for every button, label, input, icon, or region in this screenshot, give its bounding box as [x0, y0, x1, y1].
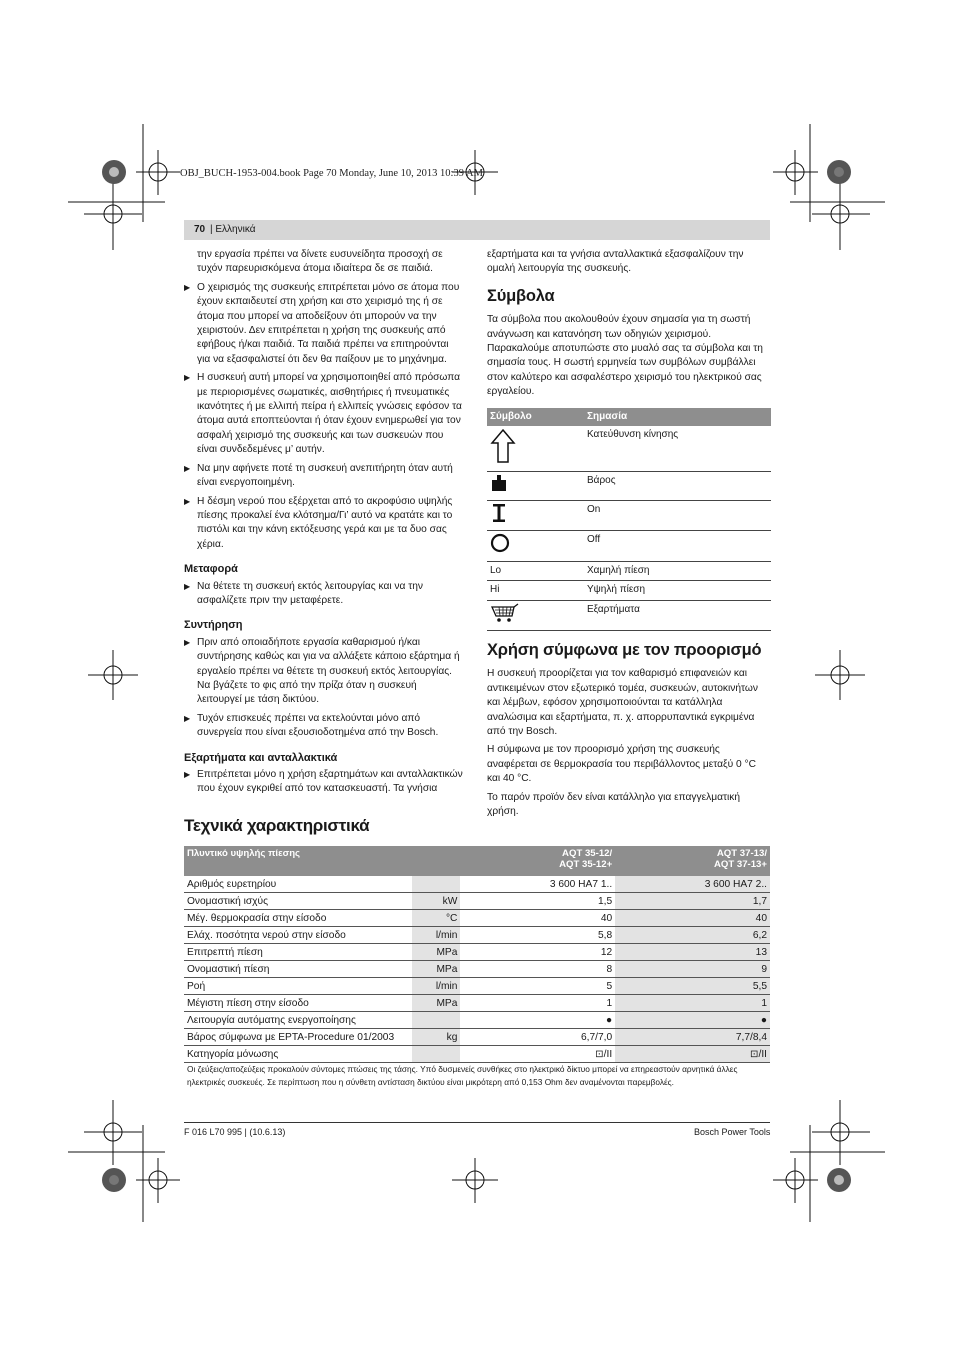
symbols-intro: Τα σύμβολα που ακολουθούν έχουν σημασία για τη σωστή ανάγνωση και κατανόηση των οδηγιών χειρισμού. Παρακαλούμε αποτυπώστε στο μυαλό σας τα σύμβολα και τη σημασία τους. Η σωστή ερμηνεία των συμβόλων συμβάλλει στον καλύτερο και ασφαλέστερο χειρισμό του ηλεκτρικού σας εργαλείου. [487, 314, 763, 398]
cell-label: Λειτουργία αυτόματης ενεργοποίησης [184, 1012, 412, 1029]
cell-label: Μέγιστη πίεση στην είσοδο [184, 995, 412, 1012]
cell-v2: 1,7 [615, 893, 770, 910]
maintenance-heading: Συντήρηση [184, 619, 243, 632]
cell-label: Ροή [184, 978, 412, 995]
cell-label: Ονομαστική ισχύς [184, 893, 412, 910]
cell-unit [412, 1012, 460, 1029]
footer-brand: Bosch Power Tools [694, 1127, 771, 1137]
table-row [184, 876, 770, 893]
table-header: Πλυντικό υψηλής πίεσης [184, 846, 460, 876]
cell-v1: 1,5 [460, 893, 615, 910]
accessories-cart-icon [490, 603, 520, 623]
symbols-table [487, 408, 771, 631]
list-item: ▶ Η συσκευή αυτή μπορεί να χρησιμοποιηθεί από πρόσωπα με περιορισμένες σωματικές, αισθητήριες ή πνευματικές ικανότητες ή με ελλιπή πείρα ή ελλιπείς γνώσεις εφόσον τα άτομα αυτά εποπτεύονται ή όταν έχουν ενημερωθεί για τον ασφαλή χειρισμό της συσκευής και των συσκευών που είναι συνδεδεμένες μ’ αυτήν. [184, 372, 462, 456]
table-row: Hi Υψηλή πίεση [487, 581, 771, 600]
page-header-band [184, 220, 770, 240]
cell-v1: 8 [460, 961, 615, 978]
cell-v1: ● [460, 1012, 615, 1029]
table-row [184, 927, 770, 944]
cell-unit: kg [412, 1029, 460, 1046]
cell-v1: 1 [460, 995, 615, 1012]
cell-label: Μέγ. θερμοκρασία στην είσοδο [184, 910, 412, 927]
table-row: On [487, 500, 771, 530]
cell-v2: 13 [615, 944, 770, 961]
page-number: 70 [194, 224, 206, 235]
tech-data-heading: Τεχνικά χαρακτηριστικά [184, 816, 370, 835]
on-icon [490, 503, 508, 523]
cell-label: Βάρος σύμφωνα με EPTA-Procedure 01/2003 [184, 1029, 412, 1046]
off-icon [490, 533, 510, 553]
table-row: Βάρος [487, 472, 771, 500]
table-row [184, 1029, 770, 1046]
cell-v2: 9 [615, 961, 770, 978]
table-row: Εξαρτήματα [487, 600, 771, 630]
table-row [184, 995, 770, 1012]
weight-icon [490, 474, 508, 492]
list-item: ▶ Τυχόν επισκευές πρέπει να εκτελούνται μόνο από συνεργεία που είναι εξουσιοδοτημένα από την Bosch. [184, 712, 439, 739]
cell-v1: 5,8 [460, 927, 615, 944]
table-header: AQT 35-12/ AQT 35-12+ [460, 846, 615, 876]
cell-v2: ● [615, 1012, 770, 1029]
table-row [184, 1012, 770, 1029]
file-header: OBJ_BUCH-1953-004.book Page 70 Monday, June 10, 2013 10:39 AM [180, 168, 483, 179]
cell-v1: 12 [460, 944, 615, 961]
table-row: Off [487, 531, 771, 561]
cell-v2: 40 [615, 910, 770, 927]
symbols-heading: Σύμβολα [487, 286, 555, 305]
cell-v2: 6,2 [615, 927, 770, 944]
cell-v1: 3 600 HA7 1.. [460, 876, 615, 893]
left-column [184, 248, 464, 801]
footer-doc-id: F 016 L70 995 | (10.6.13) [184, 1127, 286, 1137]
paragraph: Το παρόν προϊόν δεν είναι κατάλληλο για επαγγελματική χρήση. [487, 791, 741, 817]
table-row [184, 961, 770, 978]
page-language: | Ελληνικά [210, 224, 256, 235]
cell-v2: 3 600 HA7 2.. [615, 876, 770, 893]
cell-v1: ⊡/II [460, 1046, 615, 1063]
cell-label: Αριθμός ευρετηρίου [184, 876, 412, 893]
cell-unit: kW [412, 893, 460, 910]
cell-v1: 40 [460, 910, 615, 927]
arrow-up-icon [490, 428, 516, 464]
cell-unit: MPa [412, 995, 460, 1012]
cell-label: Κατηγορία μόνωσης [184, 1046, 412, 1063]
table-row: Lo Χαμηλή πίεση [487, 561, 771, 580]
cell-unit: MPa [412, 961, 460, 978]
table-row [184, 1046, 770, 1063]
cell-unit [412, 876, 460, 893]
list-item: ▶ Να θέτετε τη συσκευή εκτός λειτουργίας και να την ασφαλίζετε πριν την μεταφέρετε. [184, 580, 424, 606]
cell-unit: MPa [412, 944, 460, 961]
cell-unit [412, 1046, 460, 1063]
cell-unit: l/min [412, 978, 460, 995]
table-row [184, 893, 770, 910]
footnote: Οι ζεύξεις/αποζεύξεις προκαλούν σύντομες πτώσεις της τάσης. Υπό δυσμενείς συνθήκες στο ηλεκτρικό δίκτυο μπορεί να επηρεαστούν αρνητικά άλλες ηλεκτρικές συσκευές. Σε περίπτωση που η σύνθετη αντίσταση δικτύου είναι μικρότερη από 0,153 Ohm δεν αναμένονται παρεμβολές. [187, 1064, 738, 1087]
list-item: ▶ Επιτρέπεται μόνο η χρήση εξαρτημάτων και ανταλλακτικών που έχουν εγκριθεί από τον κατασκευαστή. Τα γνήσια [184, 769, 463, 795]
cell-v2: 1 [615, 995, 770, 1012]
table-row [184, 944, 770, 961]
table-row: Κατεύθυνση κίνησης [487, 426, 771, 472]
accessories-heading: Εξαρτήματα και ανταλλακτικά [184, 751, 338, 764]
table-row [184, 910, 770, 927]
cell-label: Ελάχ. ποσότητα νερού στην είσοδο [184, 927, 412, 944]
table-row [184, 978, 770, 995]
intro-continuation: την εργασία πρέπει να δίνετε ευσυνείδητα προσοχή σε τυχόν παρευρισκόμενα άτομα ιδιαίτερα δε σε παιδιά. [197, 249, 443, 275]
list-item: ▶ Ο χειρισμός της συσκευής επιτρέπεται μόνο σε άτομα που έχουν εκπαιδευτεί στη χρήση και στο χειρισμό της ή σε άτομα που μπορεί να αποδείξουν ότι μπορούν να την χειριστούν. Δεν επιτρέπεται η χρήση της συσκευής από εφήβους ή/και παιδιά. Τα παιδιά πρέπει να επιτηρούνται για να εξασφαλιστεί ότι δεν θα παίξουν με το μηχάνημα. [184, 281, 460, 365]
cell-unit: °C [412, 910, 460, 927]
intro-continuation: εξαρτήματα και τα γνήσια ανταλλακτικά εξασφαλίζουν την ομαλή λειτουργία της συσκευής. [487, 249, 744, 275]
cell-unit: l/min [412, 927, 460, 944]
list-item: ▶ Πριν από οποιαδήποτε εργασία καθαρισμού ή/και συντήρησης καθώς και για να αλλάξετε κάποιο εξάρτημα ή εργαλείο πρέπει να θέτετε τη συσκευή εκτός λειτουργίας. Να βγάζετε το φις από την πρίζα όταν η συσκευή λειτουργεί με τάση δικτύου. [184, 636, 460, 706]
cell-v2: 5,5 [615, 978, 770, 995]
cell-v1: 6,7/7,0 [460, 1029, 615, 1046]
tech-data-table [184, 846, 770, 1063]
list-item: ▶ Να μην αφήνετε ποτέ τη συσκευή ανεπιτήρητη όταν αυτή είναι ενεργοποιημένη. [184, 462, 453, 489]
table-header: AQT 37-13/ AQT 37-13+ [615, 846, 770, 876]
paragraph: Η συσκευή προορίζεται για τον καθαρισμό επιφανειών και αντικειμένων στον εξωτερικό τομέα, συσκευών, αυτοκινήτων και λέμβων, εφόσον χρησιμοποιούνται τα κατάλληλα αναλώσιμα και εξαρτήματα, π. χ. απορρυπαντικά εγκριμένα από την Bosch. [487, 668, 758, 737]
intended-use-heading: Χρήση σύμφωνα με τον προορισμό [487, 640, 762, 659]
right-column [487, 248, 771, 823]
list-item: ▶ Η δέσμη νερού που εξέρχεται από το ακροφύσιο υψηλής πίεσης προκαλεί ένα κλότσημα/Γι’ αυτό να κρατάτε και το πιστόλι και την κάνη εκτόξευσης γερά και με τα δυο σας χέρια. [184, 495, 453, 550]
cell-v2: ⊡/II [615, 1046, 770, 1063]
paragraph: Η σύμφωνα με τον προορισμό χρήση της συσκευής αναφέρεται σε θερμοκρασία του περιβάλλοντος μεταξύ 0 °C και 40 °C. [487, 744, 756, 785]
cell-label: Επιτρεπτή πίεση [184, 944, 412, 961]
table-header: Σύμβολο [487, 408, 584, 426]
cell-label: Ονομαστική πίεση [184, 961, 412, 978]
cell-v1: 5 [460, 978, 615, 995]
cell-v2: 7,7/8,4 [615, 1029, 770, 1046]
transport-heading: Μεταφορά [184, 563, 238, 576]
table-header: Σημασία [584, 408, 771, 426]
footer-rule [184, 1122, 770, 1123]
